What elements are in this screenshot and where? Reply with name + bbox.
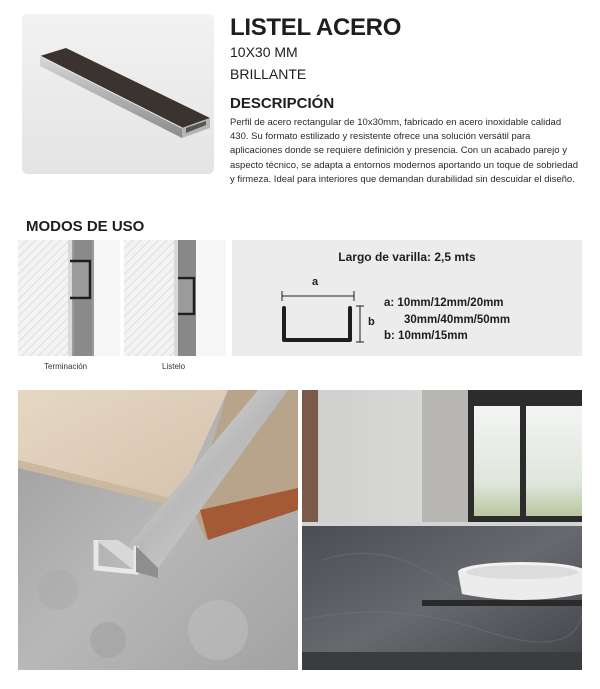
description-body: Perfil de acero rectangular de 10x30mm, fabricado en acero inoxidable calidad 430. Su formato estilizado y resistente ofrece una solución versátil para aplicaciones donde se requiere definición y presencia. Con un acabado parejo y aspecto técnico, se adapta a entornos modernos aportando un toque de sobriedad y firmeza. Ideal para interiores que demandan durabilidad sin descuidar el diseño. bbox=[230, 117, 579, 185]
listelo-diagram-image bbox=[124, 240, 226, 356]
usage-heading: MODOS DE USO bbox=[26, 218, 145, 235]
bathroom-image bbox=[302, 390, 582, 670]
spec-b-values: b: 10mm/15mm bbox=[384, 330, 468, 342]
description-heading: DESCRIPCIÓN bbox=[230, 95, 335, 112]
termination-diagram-image bbox=[18, 240, 120, 356]
usage-caption-termination: Terminación bbox=[44, 362, 88, 371]
installation-photo-floor bbox=[18, 390, 298, 670]
steel-profile-image bbox=[22, 14, 214, 174]
product-finish: BRILLANTE bbox=[230, 66, 307, 82]
rod-length: Largo de varilla: 2,5 mts bbox=[338, 250, 476, 264]
product-photo bbox=[22, 14, 214, 174]
usage-listelo-diagram bbox=[124, 240, 226, 356]
spec-a-values-1: a: 10mm/12mm/20mm bbox=[384, 297, 504, 309]
product-size: 10X30 MM bbox=[230, 44, 298, 60]
dimension-a-label: a bbox=[312, 276, 319, 288]
product-title: LISTEL ACERO bbox=[230, 14, 402, 41]
usage-caption-listelo: Listelo bbox=[162, 362, 186, 371]
floor-profile-image bbox=[18, 390, 298, 670]
dimension-b-label: b bbox=[368, 316, 375, 328]
usage-termination-diagram bbox=[18, 240, 120, 356]
spec-box bbox=[232, 240, 582, 356]
installation-photo-bathroom bbox=[302, 390, 582, 670]
spec-a-values-2: 30mm/40mm/50mm bbox=[404, 314, 511, 326]
profile-section-diagram bbox=[276, 274, 370, 348]
